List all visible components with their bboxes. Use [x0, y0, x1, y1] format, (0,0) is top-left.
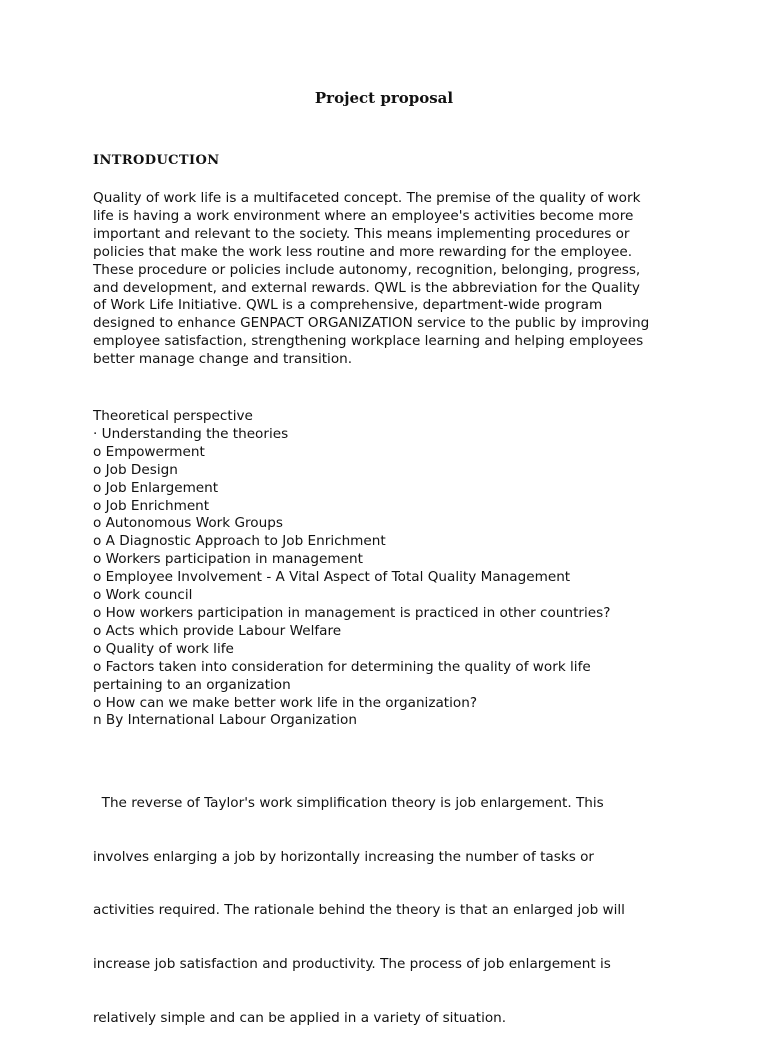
list-item: o Job Enrichment — [93, 497, 210, 514]
text-line: Quality of work life is a multifaceted concept. The premise of the quality of work — [93, 190, 641, 206]
text-line: These procedure or policies include autonomy, recognition, belonging, progress, — [93, 261, 641, 278]
text-line: The reverse of Taylor's work simplification theory is job enlargement. This — [93, 794, 604, 811]
list-item: o Job Enlargement — [93, 479, 219, 496]
list-item: o How workers participation in management is practiced in other countries? — [93, 604, 611, 621]
outline-heading: Theoretical perspective — [93, 408, 253, 424]
text-line: of Work Life Initiative. QWL is a comprehensive, department-wide program — [93, 297, 603, 314]
list-item: n By International Labour Organization — [93, 712, 357, 729]
text-line: relatively simple and can be applied in a variety of situation. — [93, 1009, 507, 1026]
theory-outline-list — [93, 408, 693, 730]
introduction-paragraph — [93, 190, 693, 369]
list-item: o A Diagnostic Approach to Job Enrichment — [93, 533, 386, 550]
text-line: activities required. The rationale behind the theory is that an enlarged job will — [93, 902, 625, 919]
introduction-heading: INTRODUCTION — [93, 153, 220, 168]
list-item-continuation: pertaining to an organization — [93, 676, 291, 693]
list-item: o Work council — [93, 587, 193, 604]
list-item: o How can we make better work life in the organization? — [93, 694, 478, 711]
text-line: life is having a work environment where an employee's activities become more — [93, 207, 634, 224]
list-item: o Employee Involvement - A Vital Aspect of Total Quality Management — [93, 569, 571, 586]
job-enlargement-paragraph — [93, 759, 693, 1063]
text-line: designed to enhance GENPACT ORGANIZATION service to the public by improving — [93, 315, 650, 332]
text-line: better manage change and transition. — [93, 351, 353, 368]
list-item: o Autonomous Work Groups — [93, 515, 283, 532]
text-line: employee satisfaction, strengthening workplace learning and helping employees — [93, 333, 644, 350]
text-line: and development, and external rewards. QWL is the abbreviation for the Quality — [93, 279, 640, 296]
list-item: o Factors taken into consideration for determining the quality of work life — [93, 658, 591, 675]
list-item: o Empowerment — [93, 443, 205, 460]
list-item: o Job Design — [93, 461, 178, 478]
document-title: Project proposal — [314, 89, 454, 107]
text-line: important and relevant to the society. This means implementing procedures or — [93, 225, 630, 242]
text-line: policies that make the work less routine and more rewarding for the employee. — [93, 243, 633, 260]
list-item: o Quality of work life — [93, 640, 234, 657]
list-item: o Workers participation in management — [93, 551, 363, 568]
text-line: increase job satisfaction and productivity. The process of job enlargement is — [93, 955, 611, 972]
text-line: involves enlarging a job by horizontally increasing the number of tasks or — [93, 848, 595, 865]
list-item: o Acts which provide Labour Welfare — [93, 622, 342, 639]
list-item: · Understanding the theories — [93, 425, 289, 442]
